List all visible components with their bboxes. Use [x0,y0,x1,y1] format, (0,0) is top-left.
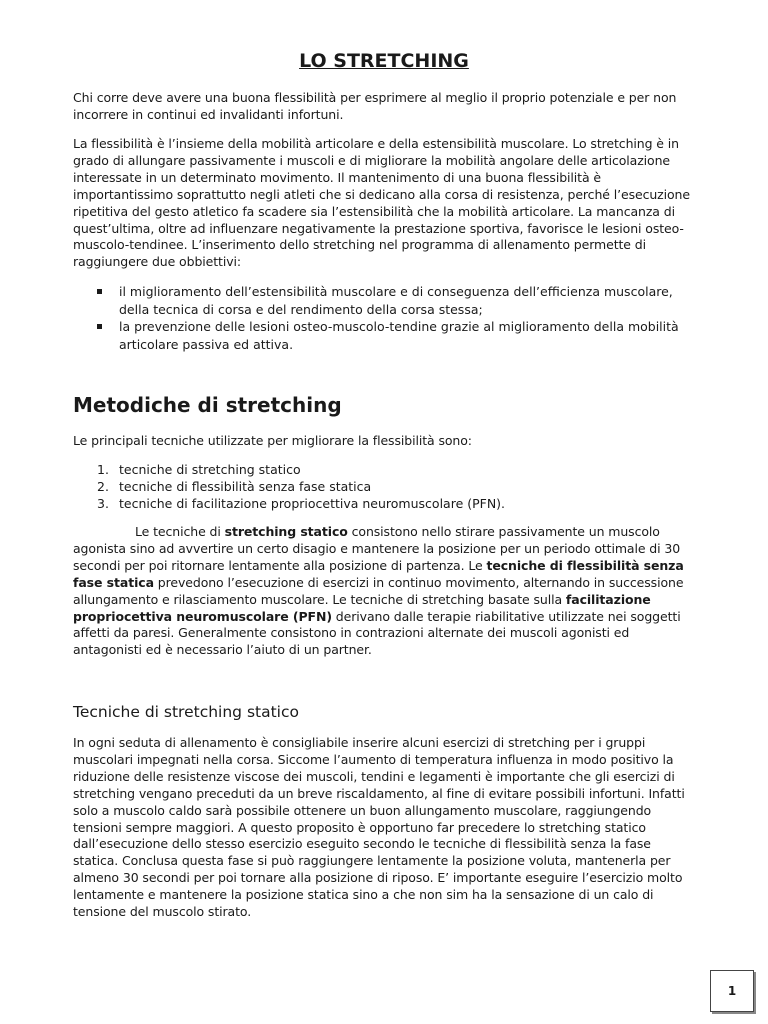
list-item: la prevenzione delle lesioni osteo-muscolo-tendine grazie al miglioramento della mobilità articolare passiva ed attiva. [73,318,698,353]
list-item: il miglioramento dell’estensibilità muscolare e di conseguenza dell’efficienza muscolare, della tecnica di corsa e del rendimento della corsa stessa; [73,283,698,318]
methods-intro: Le principali tecniche utilizzate per migliorare la flessibilità sono: [73,433,472,448]
definition-paragraph: La flessibilità è l’insieme della mobilità articolare e della estensibilità muscolare. Lo stretching è in grado di allungare passivamente i muscoli e di migliorare la mobilità angolare delle articolazione interessate in un determinato movimento. Il mantenimento di una buona flessibilità è importantissimo soprattutto negli atleti che si dedicano alla corsa di resistenza, perché l’esecuzione ripetitiva del gesto atletico fa scadere sia l’estensibilità che la mobilità articolare. La mancanza di quest’ultima, oltre ad influenzare negativamente la prestazione sportiva, favorisce le lesioni osteo-muscolo-tendinee. L’inserimento dello stretching nel programma di allenamento permette di raggiungere due obbiettivi: [73,136,690,270]
page-title: LO STRETCHING [299,50,469,72]
list-item: 3. tecniche di facilitazione propriocettiva neuromuscolare (PFN). [97,496,506,511]
list-item: 1. tecniche di stretching statico [97,462,301,477]
section-heading-static: Tecniche di stretching statico [73,703,299,721]
page-number: 1 [710,970,754,1012]
static-body-paragraph: In ogni seduta di allenamento è consigliabile inserire alcuni esercizi di stretching per i gruppi muscolari impegnati nella corsa. Siccome l’aumento di temperatura influenza in modo positivo la riduzione delle resistenze viscose dei muscoli, tendini e legamenti è importante che gli esercizi di stretching vengano preceduti da un breve riscaldamento, al fine di evitare possibili infortuni. Infatti solo a muscolo caldo sarà possibile ottenere un buon allungamento muscolare, raggiungendo tensioni sempre maggiori. A questo proposito è opportuno far precedere lo stretching statico dall’esecuzione dello stesso esercizio eseguito secondo le tecniche di flessibilità senza la fase statica. Conclusa questa fase si può raggiungere lentamente la posizione voluta, mantenerla per almeno 30 secondi per poi tornare alla posizione di riposo. E’ importante eseguire l’esercizio molto lentamente e mantenere la posizione statica sino a che non sim ha la sensazione di un calo di tensione del muscolo stirato. [73,735,685,920]
objectives-list [73,283,698,353]
methods-body-paragraph: Le tecniche di stretching statico consistono nello stirare passivamente un muscolo agonista sino ad avvertire un certo disagio e mantenere la posizione per un periodo ottimale di 30 secondi per poi ritornare lentamente alla posizione di partenza. Le tecniche di flessibilità senza fase statica prevedono l’esecuzione di esercizi in continuo movimento, alternando in successione allungamento e rilasciamento muscolare. Le tecniche di stretching basate sulla facilitazione propriocettiva neuromuscolare (PFN) derivano dalle terapie riabilitative utilizzate nei soggetti affetti da paresi. Generalmente consistono in contrazioni alternate dei muscoli agonisti ed antagonisti ed è necessario l’aiuto di un partner. [73,524,684,658]
section-heading-methods: Metodiche di stretching [73,393,342,417]
techniques-list [73,461,698,512]
square-bullet-icon [97,289,102,294]
list-item: 2. tecniche di flessibilità senza fase statica [97,479,372,494]
square-bullet-icon [97,324,102,329]
intro-paragraph: Chi corre deve avere una buona flessibilità per esprimere al meglio il proprio potenziale e per non incorrere in continui ed invalidanti infortuni. [73,90,677,122]
